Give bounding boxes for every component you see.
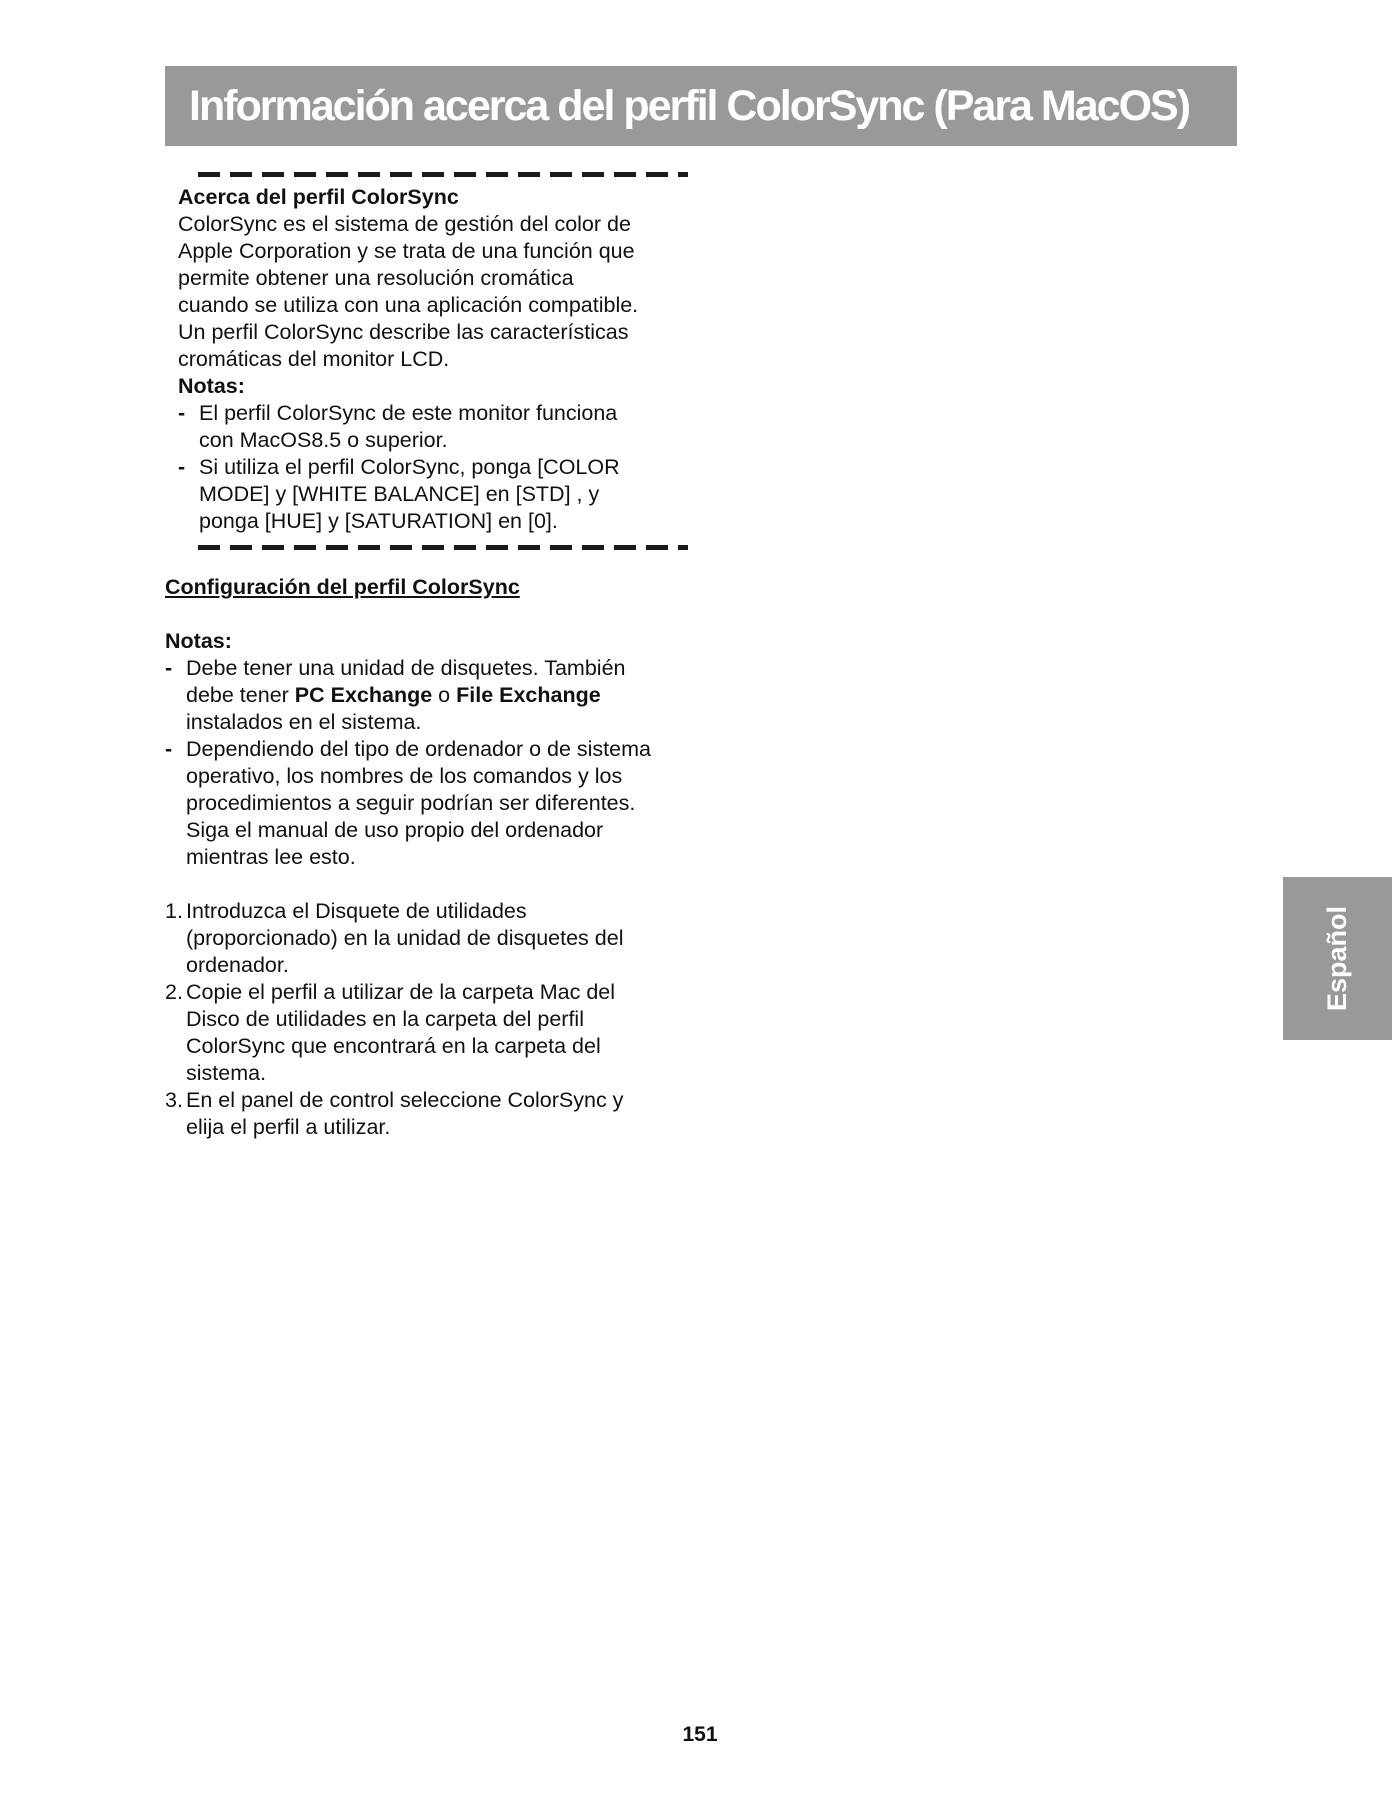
note-line: Debe tener una unidad de disquetes. También [186, 656, 626, 680]
dashed-rule-top [198, 172, 688, 177]
note-line: ponga [HUE] y [SATURATION] en [0]. [199, 509, 558, 533]
step-line: elija el perfil a utilizar. [186, 1115, 391, 1139]
language-tab-label: Español [1322, 905, 1352, 1012]
step-line: sistema. [186, 1061, 267, 1085]
list-item [178, 400, 698, 454]
dashed-rule-bottom [198, 545, 688, 550]
note-text: o [432, 683, 457, 707]
language-tab [1283, 877, 1392, 1040]
step-item [165, 979, 705, 1087]
pc-exchange-label: PC Exchange [294, 683, 433, 707]
note-line: procedimientos a seguir podrían ser diferentes. [186, 791, 636, 815]
title-banner [165, 66, 1237, 146]
note-line [186, 682, 705, 709]
file-exchange-label: File Exchange [456, 683, 601, 707]
step-line: Disco de utilidades en la carpeta del perfil [186, 1007, 584, 1031]
note-line: El perfil ColorSync de este monitor funciona [199, 401, 618, 425]
about-line: Un perfil ColorSync describe las características [178, 320, 629, 344]
note-line: Si utiliza el perfil ColorSync, ponga [COLOR [199, 455, 620, 479]
about-line: Apple Corporation y se trata de una función que [178, 239, 635, 263]
note-line: instalados en el sistema. [186, 710, 422, 734]
bullet-dash: - [165, 656, 173, 680]
step-line: ordenador. [186, 953, 289, 977]
step-item [165, 898, 705, 979]
config-heading: Configuración del perfil ColorSync [165, 575, 520, 599]
list-item [178, 454, 698, 535]
step-number: 1. [165, 899, 183, 923]
step-number: 2. [165, 980, 183, 1004]
steps-list [165, 898, 705, 1141]
list-item [165, 655, 705, 736]
bullet-dash: - [178, 401, 186, 425]
note-line: Siga el manual de uso propio del ordenador [186, 818, 604, 842]
step-item [165, 1087, 705, 1141]
step-number: 3. [165, 1088, 183, 1112]
about-notes-list [178, 400, 698, 535]
about-colorsync-box [178, 184, 698, 535]
note-text: debe tener [186, 683, 295, 707]
about-line: ColorSync es el sistema de gestión del color de [178, 212, 631, 236]
page-title: Información acerca del perfil ColorSync (Para MacOS) [189, 81, 1190, 130]
note-line: con MacOS8.5 o superior. [199, 428, 448, 452]
config-notes-list [165, 655, 705, 871]
about-line: cuando se utiliza con una aplicación compatible. [178, 293, 639, 317]
step-line: (proporcionado) en la unidad de disquetes del [186, 926, 624, 950]
page-number: 151 [682, 1723, 718, 1746]
step-line: Copie el perfil a utilizar de la carpeta Mac del [186, 980, 616, 1004]
note-line: operativo, los nombres de los comandos y los [186, 764, 623, 788]
about-heading: Acerca del perfil ColorSync [178, 185, 459, 209]
list-item [165, 736, 705, 871]
about-line: cromáticas del monitor LCD. [178, 347, 450, 371]
note-line: MODE] y [WHITE BALANCE] en [STD] , y [199, 482, 600, 506]
step-line: En el panel de control seleccione ColorSync y [186, 1088, 624, 1112]
step-line: Introduzca el Disquete de utilidades [186, 899, 527, 923]
config-section [165, 574, 705, 1141]
bullet-dash: - [165, 737, 173, 761]
config-notes-label: Notas: [165, 629, 232, 653]
about-notes-label: Notas: [178, 374, 245, 398]
step-line: ColorSync que encontrará en la carpeta del [186, 1034, 601, 1058]
about-line: permite obtener una resolución cromática [178, 266, 574, 290]
note-line: mientras lee esto. [186, 845, 356, 869]
bullet-dash: - [178, 455, 186, 479]
note-line: Dependiendo del tipo de ordenador o de sistema [186, 737, 651, 761]
